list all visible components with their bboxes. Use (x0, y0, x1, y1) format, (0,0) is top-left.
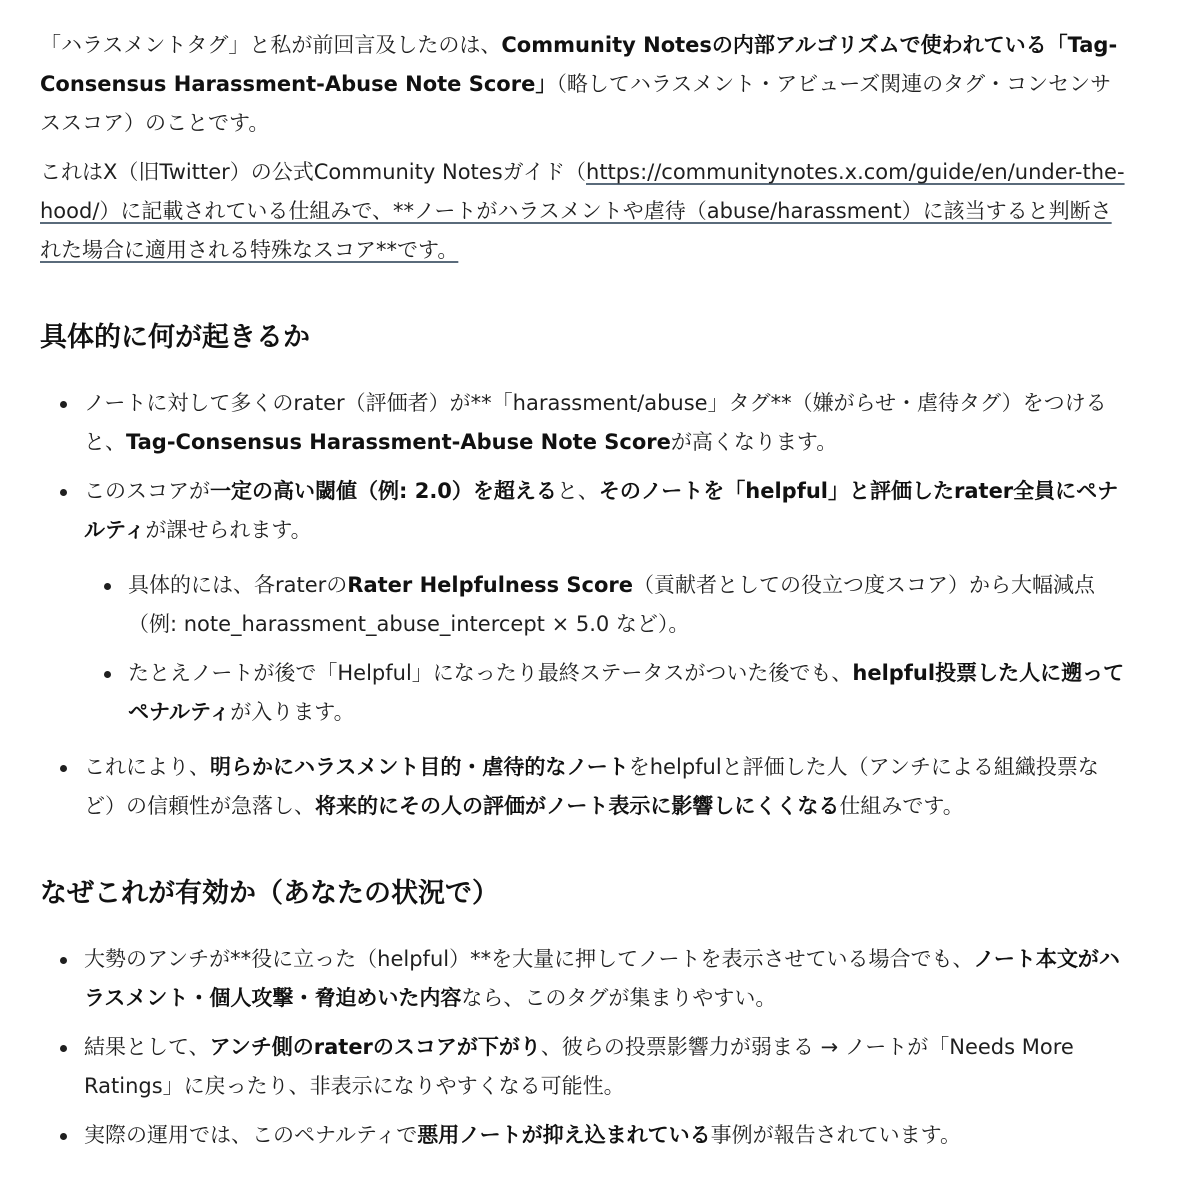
list-item (84, 1028, 1130, 1106)
bold-text: 将来的にその人の評価がノート表示に影響しにくくなる (315, 794, 840, 818)
bold-text: helpful投票した人に遡ってペナルティ (128, 661, 1125, 724)
guide-link[interactable]: https://communitynotes.x.com/guide/en/under-the-hood/）に記載されている仕組みで、**ノートがハラスメントや虐待（abuse/harassment）に該当すると判断された場合に適用される特殊なスコア**です。 (40, 160, 1125, 262)
bold-text: 悪用ノートが抑え込まれている (417, 1123, 711, 1147)
text-run: が高くなります。 (670, 430, 838, 454)
bold-text: アンチ側のraterのスコアが下がり (209, 1035, 541, 1059)
bold-text: Community Notesの内部アルゴリズムで使われている「Tag-Consensus Harassment-Abuse Note Score」 (40, 33, 1118, 96)
section-heading-why-effective: なぜこれが有効か（あなたの状況で） (40, 878, 499, 909)
text-run: ノートに対して多くのrater（評価者）が**「harassment/abuse」タグ**（嫌がらせ・虐待タグ）をつけると、 (84, 391, 1107, 454)
text-run: （貢献者としての役立つ度スコア）から大幅減点（例: note_harassment_abuse_intercept × 5.0 など）。 (128, 573, 1096, 636)
list-item (84, 472, 1130, 732)
what-happens-list (40, 384, 1130, 826)
nested-list-item (128, 654, 1130, 732)
text-run: なら、このタグが集まりやすい。 (461, 986, 777, 1010)
list-item-text (84, 472, 1130, 550)
bold-text: ノート本文がハラスメント・個人攻撃・脅迫めいた内容 (84, 947, 1120, 1010)
bold-text: Rater Helpfulness Score (347, 573, 634, 597)
why-effective-list (40, 940, 1130, 1155)
text-run: と、 (556, 479, 599, 503)
text-run: 実際の運用では、このペナルティで (84, 1123, 418, 1147)
bold-text: 一定の高い閾値（例: 2.0）を超える (210, 479, 557, 503)
text-run: 結果として、 (84, 1035, 210, 1059)
text-run: 「ハラスメントタグ」と私が前回言及したのは、 (40, 33, 502, 57)
nested-list-item (128, 566, 1130, 644)
list-item (84, 748, 1130, 826)
list-item (84, 1116, 1130, 1155)
bold-text: Tag-Consensus Harassment-Abuse Note Score (126, 430, 671, 454)
bold-text: 明らかにハラスメント目的・虐待的なノート (210, 755, 629, 779)
text-run: たとえノートが後で「Helpful」になったり最終ステータスがついた後でも、 (128, 661, 853, 685)
text-run: が課せられます。 (145, 518, 312, 542)
intro-paragraph-1 (40, 26, 1130, 143)
text-run: をhelpfulと評価した人（アンチによる組織投票など）の信頼性が急落し、 (84, 755, 1099, 818)
text-run: 大勢のアンチが**役に立った（helpful）**を大量に押してノートを表示させている場合でも、 (84, 947, 974, 971)
bold-text: そのノートを「helpful」と評価したrater全員にペナルティ (84, 479, 1119, 542)
text-run: 仕組みです。 (839, 794, 964, 818)
text-run: （略してハラスメント・アビューズ関連のタグ・コンセンサススコア）のことです。 (40, 72, 1112, 135)
nested-list (84, 566, 1130, 732)
list-item (84, 940, 1130, 1018)
text-run: これにより、 (84, 755, 210, 779)
list-item (84, 384, 1130, 462)
text-run: 、彼らの投票影響力が弱まる → ノートが「Needs More Ratings」に戻ったり、非表示になりやすくなる可能性。 (84, 1035, 1074, 1098)
intro-paragraph-2 (40, 153, 1130, 270)
text-run: が入ります。 (230, 700, 355, 724)
text-run: 事例が報告されています。 (710, 1123, 961, 1147)
text-run: 具体的には、各raterの (128, 573, 348, 597)
text-run: これはX（旧Twitter）の公式Community Notesガイド（ (40, 160, 587, 184)
text-run: このスコアが (84, 479, 210, 503)
section-heading-what-happens: 具体的に何が起きるか (40, 322, 310, 353)
